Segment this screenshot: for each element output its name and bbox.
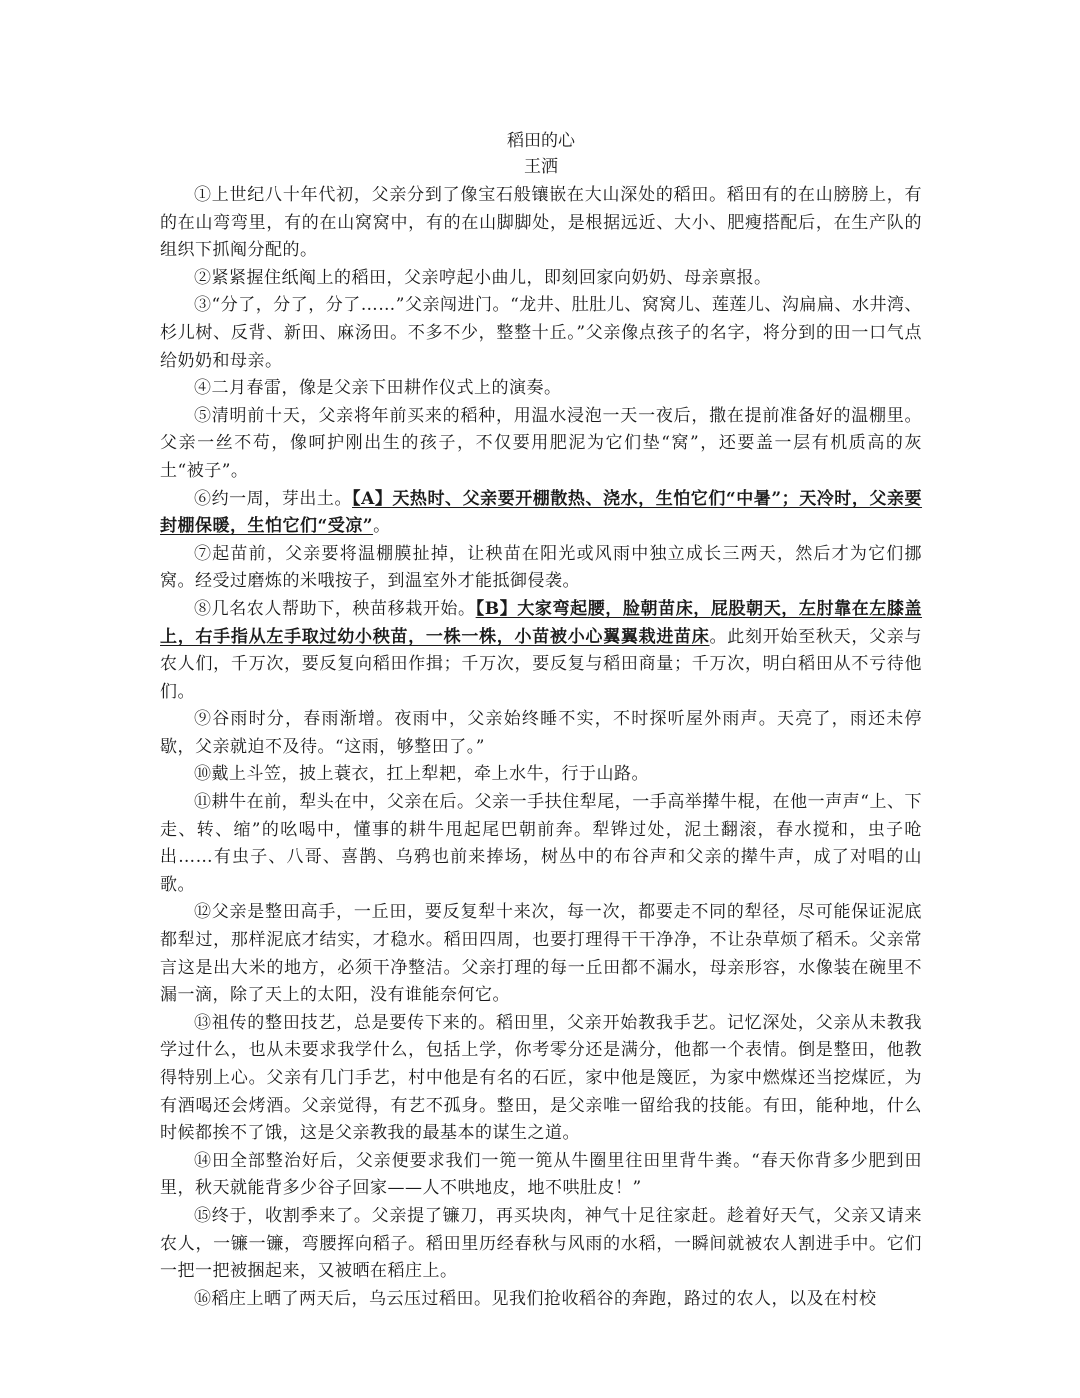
paragraph-5 xyxy=(160,403,922,486)
paragraph-text: 约一周，芽出土。 xyxy=(211,488,353,509)
article-title: 稻田的心 xyxy=(507,131,575,151)
paragraph-number: ⑯ xyxy=(194,1288,212,1309)
marked-sentence-b: 【B】大家弯起腰，脸朝苗床，屁股朝天，左肘靠在左膝盖上，右手指从左手取过幼小秧苗，一株一株，小苗被小心翼翼栽进苗床 xyxy=(160,598,923,647)
paragraph-number: ⑪ xyxy=(194,792,212,813)
paragraph-number: ⑦ xyxy=(194,543,213,564)
paragraph-text: 清明前十天，父亲将年前买来的稻种，用温水浸泡一天一夜后，撒在提前准备好的温棚里。父亲一丝不苟，像呵护刚出生的孩子，不仅要用肥泥为它们垫“窝”，还要盖一层有机质高的灰土“被子”。 xyxy=(160,405,923,481)
paragraph-number: ④ xyxy=(194,378,212,399)
paragraph-number: ⑤ xyxy=(194,405,212,426)
paragraph-6 xyxy=(160,486,922,541)
paragraph-text: 谷雨时分，春雨渐增。夜雨中，父亲始终睡不实，不时探听屋外雨声。天亮了，雨还未停歇，父亲就迫不及待。“这雨，够整田了。” xyxy=(160,709,922,757)
paragraph-14 xyxy=(160,1148,922,1203)
paragraph-2 xyxy=(160,265,922,293)
paragraph-text: 。此刻开始至秋天，父亲与农人们，千万次，要反复向稻田作揖；千万次，要反复与稻田商量；千万次，明白稻田从不亏待他们。 xyxy=(160,626,923,702)
paragraph-text: 父亲是整田高手，一丘田，要反复犁十来次，每一次，都要走不同的犁径，尽可能保证泥底都犁过，那样泥底才结实，才稳水。稻田四周，也要打理得干干净净，不让杂草烦了稻禾。父亲常言这是出大米的地方，必须干净整洁。父亲打理的每一丘田都不漏水，母亲形容，水像装在碗里不漏一滴，除了天上的太阳，没有谁能奈何它。 xyxy=(160,902,923,1006)
paragraph-15 xyxy=(160,1203,922,1286)
paragraph-10 xyxy=(160,761,922,789)
paragraph-text: 。 xyxy=(373,516,391,537)
paragraph-text: 几名农人帮助下，秧苗移栽开始。 xyxy=(211,598,476,619)
paragraph-number: ⑥ xyxy=(194,488,212,509)
paragraph-text: 二月春雷，像是父亲下田耕作仪式上的演奏。 xyxy=(211,378,562,399)
paragraph-11 xyxy=(160,789,922,899)
paragraph-4 xyxy=(160,375,922,403)
paragraph-16 xyxy=(160,1286,922,1314)
paragraph-text: 上世纪八十年代初，父亲分到了像宝石般镶嵌在大山深处的稻田。稻田有的在山膀膀上，有的在山弯弯里，有的在山窝窝中，有的在山脚脚处，是根据远近、大小、肥瘦搭配后，在生产队的组织下抓阄分配的。 xyxy=(160,185,923,261)
paragraph-number: ② xyxy=(194,267,212,288)
paragraph-text: 祖传的整田技艺，总是要传下来的。稻田里，父亲开始教我手艺。记忆深处，父亲从未教我学过什么，也从未要求我学什么，包括上学，你考零分还是满分，他都一个表情。倒是整田，他教得特别上心。父亲有几门手艺，村中他是有名的石匠，家中他是篾匠，为家中燃煤还当挖煤匠，为有酒喝还会烤酒。父亲觉得，有艺不孤身。整田，是父亲唯一留给我的技能。有田，能种地，什么时候都挨不了饿，这是父亲教我的最基本的谋生之道。 xyxy=(160,1012,923,1144)
paragraph-text: 终于，收割季来了。父亲提了镰刀，再买块肉，神气十足往家赶。趁着好天气，父亲又请来农人，一镰一镰，弯腰挥向稻子。稻田里历经春秋与风雨的水稻，一瞬间就被农人割进手中。它们一把一把被捆起来，又被晒在稻庄上。 xyxy=(160,1205,923,1282)
paragraph-text: 紧紧握住纸阄上的稻田，父亲哼起小曲儿，即刻回家向奶奶、母亲禀报。 xyxy=(211,267,772,288)
marked-sentence-a: 【A】天热时、父亲要开棚散热、浇水，生怕它们“中暑”；天冷时，父亲要封棚保暖，生怕它们“受凉” xyxy=(160,488,923,537)
paragraph-number: ⑮ xyxy=(194,1205,212,1226)
paragraph-text: 田全部整治好后，父亲便要求我们一篼一篼从牛圈里往田里背牛粪。“春天你背多少肥到田里，秋天就能背多少谷子回家——人不哄地皮，地不哄肚皮！” xyxy=(160,1150,923,1199)
paragraph-text: “分了，分了，分了……”父亲闯进门。“龙井、肚肚儿、窝窝儿、莲莲儿、沟扁扁、水井湾、杉儿树、反背、新田、麻汤田。不多不少，整整十丘。”父亲像点孩子的名字，将分到的田一口气点给奶奶和母亲。 xyxy=(160,295,922,371)
paragraph-13 xyxy=(160,1010,922,1148)
article-author: 王洒 xyxy=(524,157,558,177)
paragraph-number: ① xyxy=(194,185,212,205)
paragraph-text: 稻庄上晒了两天后，乌云压过稻田。见我们抢收稻谷的奔跑，路过的农人，以及在村校 xyxy=(211,1288,877,1309)
paragraph-7 xyxy=(160,541,922,596)
paragraph-number: ⑬ xyxy=(194,1012,212,1033)
paragraph-number: ⑧ xyxy=(194,598,212,619)
paragraph-text: 起苗前，父亲要将温棚膜扯掉，让秧苗在阳光或风雨中独立成长三两天，然后才为它们挪窝。经受过磨炼的米哦按子，到温室外才能抵御侵袭。 xyxy=(160,543,922,592)
paragraph-1 xyxy=(160,182,922,265)
paragraph-number: ⑨ xyxy=(194,709,213,730)
paragraph-3 xyxy=(160,292,922,375)
paragraph-number: ⑩ xyxy=(194,764,212,785)
paragraph-number: ⑭ xyxy=(194,1150,212,1171)
paragraph-text: 耕牛在前，犁头在中，父亲在后。父亲一手扶住犁尾，一手高举撵牛棍，在他一声声“上、下走、转、缩”的吆喝中，懂事的耕牛甩起尾巴朝前奔。犁铧过处，泥土翻滚，春水搅和，虫子呛出……有虫子、八哥、喜鹊、乌鸦也前来捧场，树丛中的布谷声和父亲的撵牛声，成了对唱的山歌。 xyxy=(160,792,923,895)
paragraph-number: ③ xyxy=(194,295,212,316)
article xyxy=(160,128,922,1313)
paragraph-number: ⑫ xyxy=(194,902,212,923)
paragraph-9 xyxy=(160,706,922,761)
paragraph-8 xyxy=(160,596,922,706)
paragraph-text: 戴上斗笠，披上蓑衣，扛上犁耙，牵上水牛，行于山路。 xyxy=(211,764,649,785)
paragraph-12 xyxy=(160,899,922,1009)
